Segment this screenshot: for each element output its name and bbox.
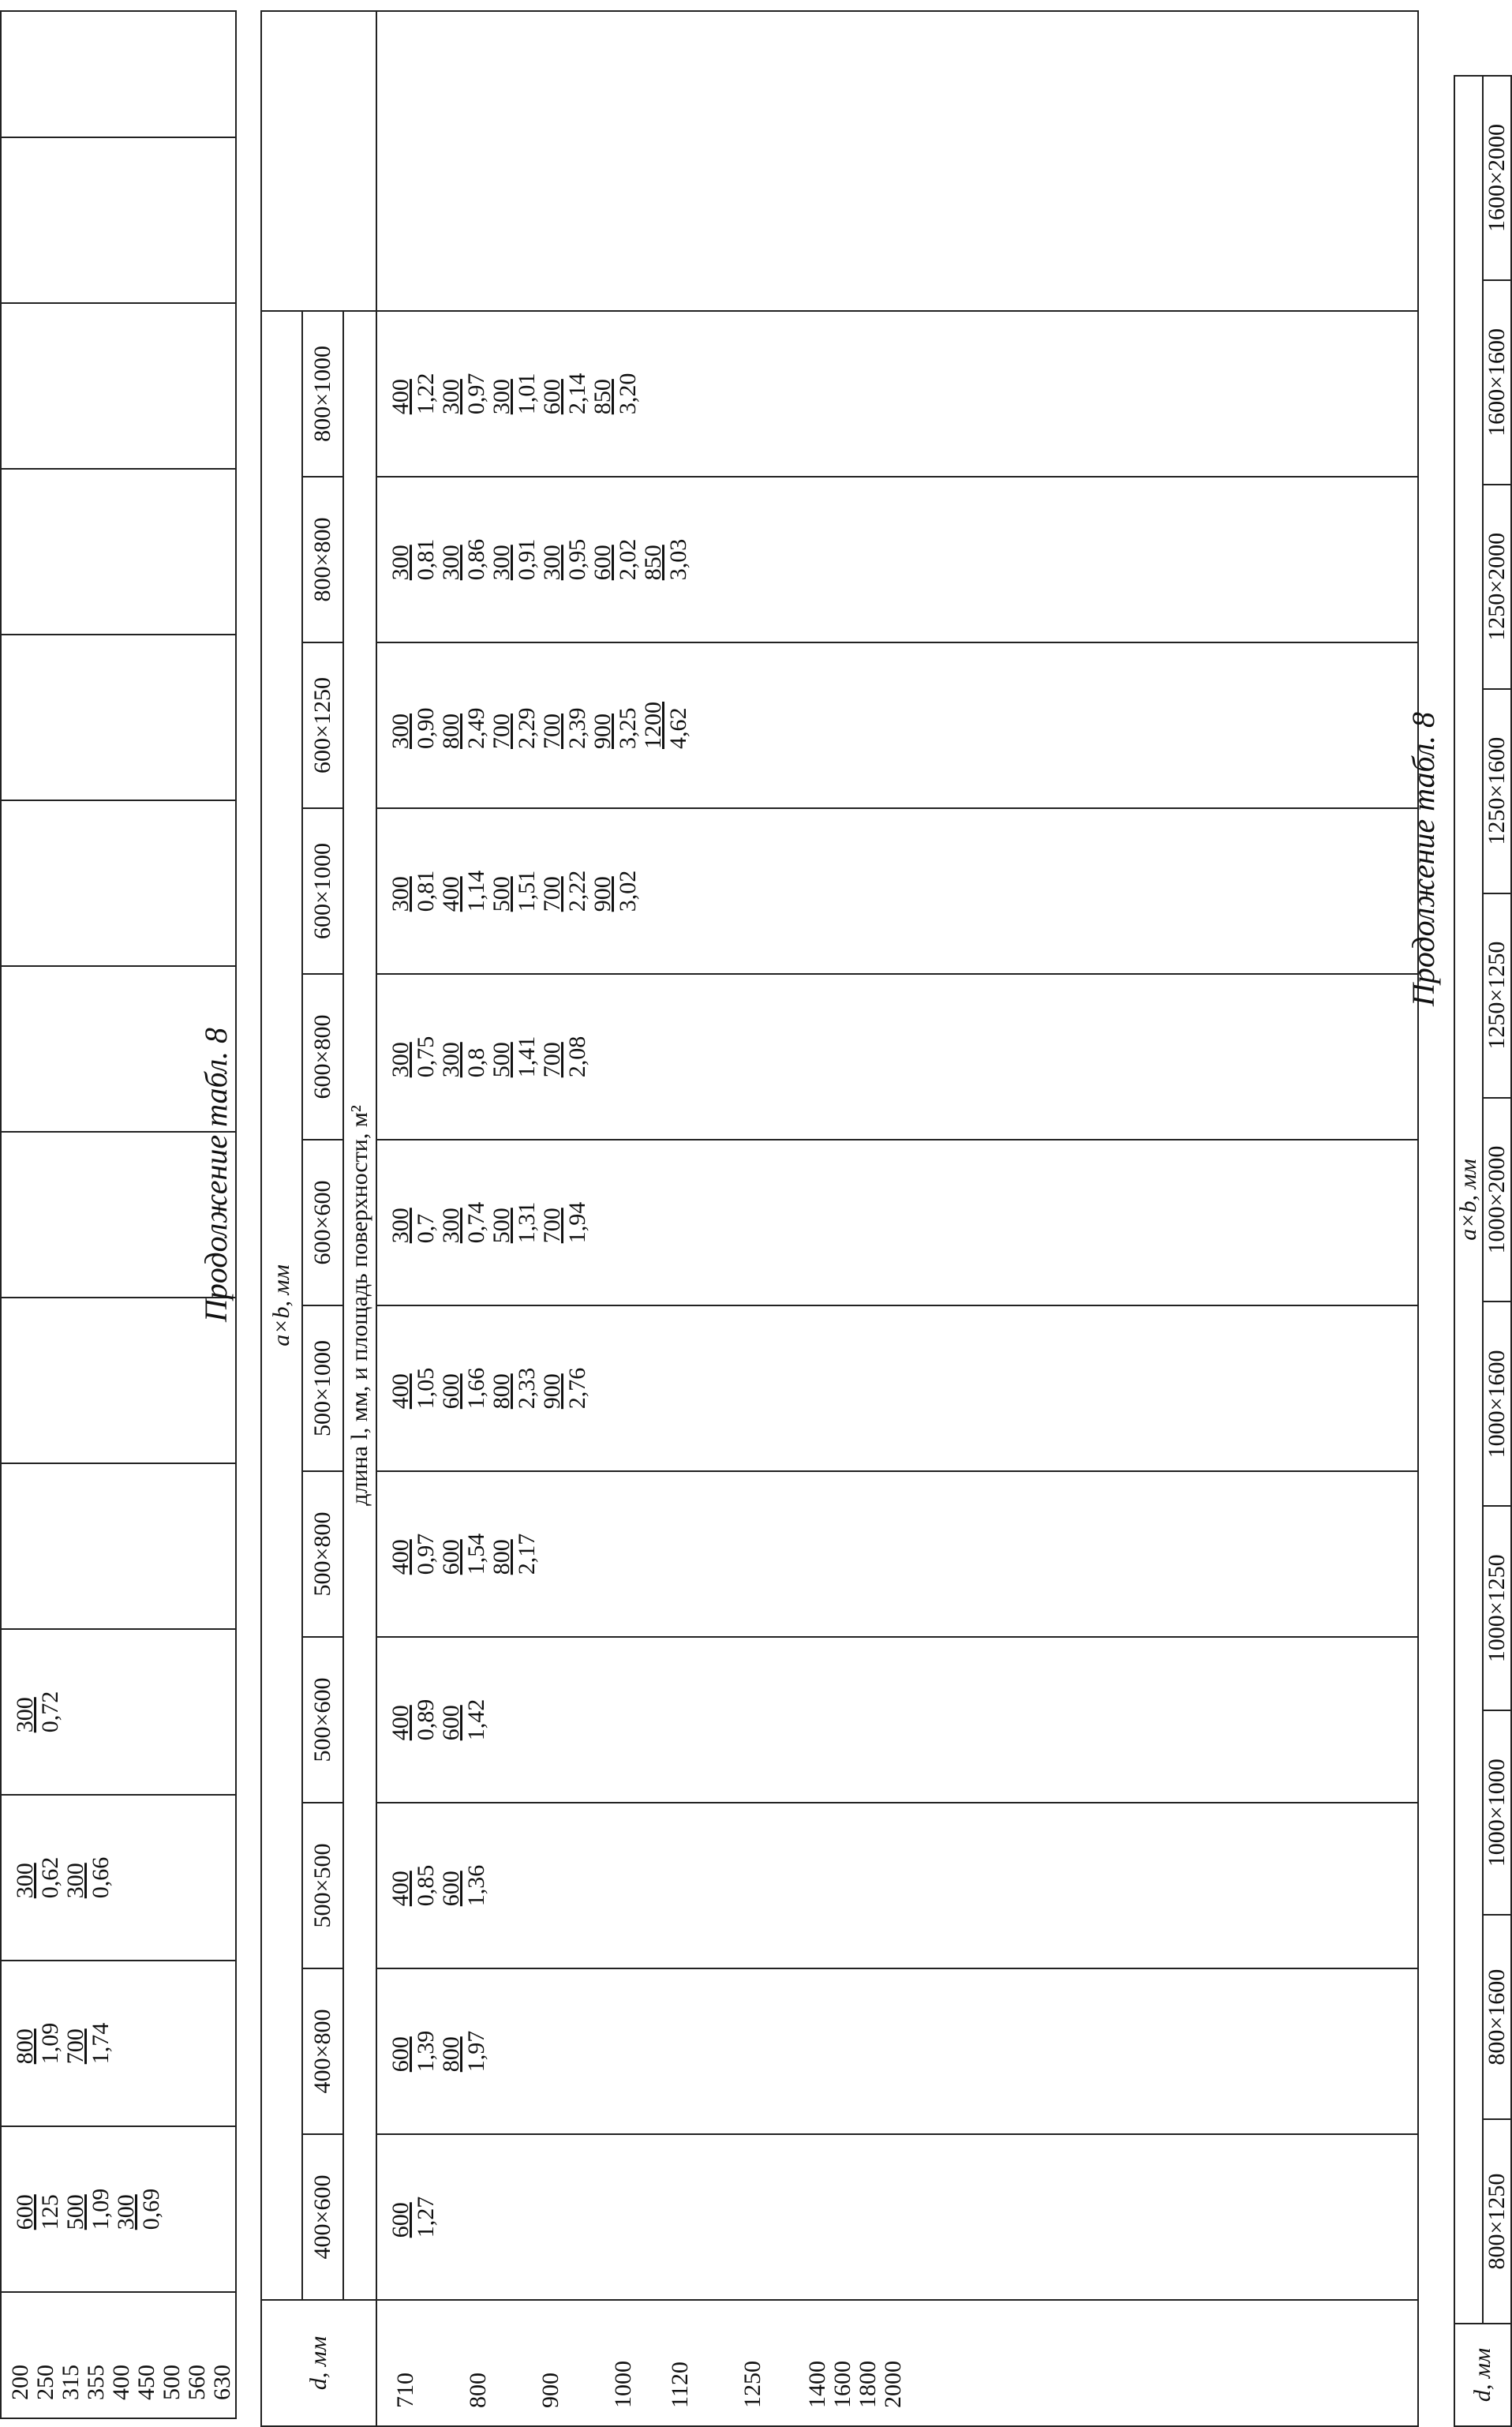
d-value: 250 bbox=[32, 2365, 58, 2400]
column-header: 1000×1000 bbox=[1483, 1710, 1511, 1915]
value-cell bbox=[376, 1305, 1418, 1471]
area-value: 125 bbox=[37, 2194, 63, 2230]
area-value: 0,91 bbox=[514, 538, 540, 581]
length-value: 400 bbox=[387, 1705, 414, 1741]
area-value: 2,02 bbox=[615, 538, 641, 581]
d-value: 2000 bbox=[880, 2361, 906, 2408]
entries-stack bbox=[388, 871, 641, 912]
entries-stack bbox=[388, 539, 691, 581]
area-value: 1,22 bbox=[413, 373, 439, 415]
length-value: 400 bbox=[387, 1539, 414, 1575]
value-cell bbox=[1, 469, 236, 635]
length-value: 600 bbox=[387, 2036, 414, 2073]
d-value: 355 bbox=[83, 2365, 109, 2400]
area-value: 2,08 bbox=[564, 1036, 590, 1078]
column-header: 600×800 bbox=[302, 974, 343, 1140]
column-header: 1250×2000 bbox=[1483, 485, 1511, 689]
area-value: 2,29 bbox=[514, 707, 540, 749]
length-area-pair bbox=[13, 1857, 63, 1899]
entries-stack bbox=[388, 702, 691, 749]
length-value: 300 bbox=[438, 379, 464, 415]
value-cell bbox=[1, 303, 236, 469]
length-area-pair bbox=[489, 871, 540, 912]
length-area-pair bbox=[540, 373, 590, 415]
entries-stack bbox=[388, 373, 641, 415]
value-cell bbox=[1, 1795, 236, 1961]
length-value: 700 bbox=[539, 1208, 565, 1244]
length-area-pair bbox=[641, 539, 691, 581]
area-value: 4,62 bbox=[665, 707, 691, 749]
length-area-pair bbox=[13, 2189, 63, 2230]
area-value: 0,97 bbox=[413, 1533, 439, 1575]
length-area-pair bbox=[540, 1036, 590, 1078]
length-value: 600 bbox=[438, 1871, 464, 1907]
length-value: 300 bbox=[387, 1042, 414, 1078]
length-value: 300 bbox=[488, 379, 515, 415]
area-value: 1,66 bbox=[463, 1367, 489, 1410]
column-header: 1000×1600 bbox=[1483, 1302, 1511, 1506]
length-area-pair bbox=[439, 539, 489, 581]
length-value: 300 bbox=[12, 1863, 38, 1899]
area-value: 0,72 bbox=[37, 1691, 63, 1733]
length-area-pair bbox=[439, 702, 489, 749]
entries-stack bbox=[388, 2197, 439, 2238]
area-value: 0,7 bbox=[413, 1213, 439, 1244]
length-area-pair bbox=[13, 2023, 63, 2065]
d-value: 900 bbox=[537, 2373, 563, 2408]
value-cell bbox=[376, 1803, 1418, 1968]
length-value: 300 bbox=[438, 545, 464, 581]
table2-caption: Продолжение табл. 8 bbox=[198, 1027, 234, 1322]
area-value: 1,94 bbox=[564, 1201, 590, 1244]
area-value: 1,01 bbox=[514, 373, 540, 415]
d-value: 200 bbox=[7, 2365, 33, 2400]
area-value: 1,05 bbox=[413, 1367, 439, 1410]
extra-column-header bbox=[261, 11, 376, 311]
length-area-pair bbox=[641, 702, 691, 749]
d-value: 500 bbox=[159, 2365, 185, 2400]
area-value: 3,03 bbox=[665, 538, 691, 581]
area-value: 1,27 bbox=[413, 2196, 439, 2238]
area-value: 1,09 bbox=[37, 2022, 63, 2065]
value-cell bbox=[376, 477, 1418, 642]
table3-caption: Продолжение табл. 8 bbox=[1405, 711, 1441, 1006]
d-value: 315 bbox=[58, 2365, 84, 2400]
length-area-pair bbox=[540, 1368, 590, 1410]
axb-header: a×b, мм bbox=[1454, 76, 1483, 2324]
entries-stack bbox=[388, 1699, 489, 1741]
entries-stack bbox=[388, 1202, 590, 1244]
value-cell bbox=[376, 311, 1418, 477]
length-area-pair bbox=[388, 1865, 439, 1907]
length-value: 400 bbox=[438, 876, 464, 912]
entries-stack bbox=[13, 2023, 114, 2065]
entries-stack bbox=[388, 1368, 590, 1410]
length-area-pair bbox=[13, 1691, 63, 1733]
length-area-pair bbox=[439, 1699, 489, 1741]
length-value: 900 bbox=[589, 876, 616, 912]
area-value: 0,95 bbox=[564, 538, 590, 581]
d-values-list bbox=[384, 2309, 906, 2408]
area-value: 2,17 bbox=[514, 1533, 540, 1575]
length-area-pair bbox=[439, 373, 489, 415]
length-value: 600 bbox=[438, 1705, 464, 1741]
area-value: 2,22 bbox=[564, 870, 590, 912]
value-cell bbox=[376, 1637, 1418, 1803]
length-area-pair bbox=[388, 1202, 439, 1244]
d-header: d, мм bbox=[1454, 2324, 1511, 2426]
length-area-pair bbox=[388, 1368, 439, 1410]
d-value: 1250 bbox=[739, 2361, 765, 2408]
column-header: 1600×1600 bbox=[1483, 280, 1511, 485]
length-value: 700 bbox=[539, 876, 565, 912]
length-value: 800 bbox=[438, 713, 464, 749]
length-area-pair bbox=[439, 2031, 489, 2073]
entries-stack bbox=[388, 1036, 590, 1078]
length-area-pair bbox=[590, 373, 641, 415]
length-value: 300 bbox=[387, 713, 414, 749]
d-values-cell bbox=[1, 2292, 236, 2418]
column-header: 1000×2000 bbox=[1483, 1098, 1511, 1302]
area-value: 1,14 bbox=[463, 870, 489, 912]
column-header: 500×1000 bbox=[302, 1305, 343, 1471]
length-value: 800 bbox=[438, 2036, 464, 2073]
d-value: 1400 bbox=[804, 2361, 830, 2408]
length-area-pair bbox=[388, 373, 439, 415]
area-value: 1,97 bbox=[463, 2030, 489, 2073]
length-value: 300 bbox=[12, 1697, 38, 1733]
d-values-cell bbox=[376, 2300, 1418, 2426]
length-area-pair bbox=[388, 702, 439, 749]
value-cell bbox=[376, 974, 1418, 1140]
length-area-pair bbox=[388, 1036, 439, 1078]
column-header: 800×800 bbox=[302, 477, 343, 642]
d-value: 800 bbox=[465, 2373, 491, 2408]
area-value: 0,8 bbox=[463, 1047, 489, 1078]
length-value: 500 bbox=[488, 876, 515, 912]
d-value: 400 bbox=[108, 2365, 134, 2400]
length-area-pair bbox=[388, 871, 439, 912]
area-value: 0,66 bbox=[88, 1856, 114, 1899]
empty-cell bbox=[376, 11, 1418, 311]
area-value: 0,90 bbox=[413, 707, 439, 749]
column-header: 400×600 bbox=[302, 2134, 343, 2300]
area-value: 0,89 bbox=[413, 1699, 439, 1741]
length-value: 500 bbox=[488, 1208, 515, 1244]
length-value: 300 bbox=[113, 2194, 139, 2230]
entries-stack bbox=[388, 1865, 489, 1907]
value-cell bbox=[1, 2126, 236, 2292]
d-value: 630 bbox=[209, 2365, 235, 2400]
area-value: 0,62 bbox=[37, 1856, 63, 1899]
value-cell bbox=[1, 137, 236, 303]
length-value: 600 bbox=[387, 2202, 414, 2238]
length-area-pair bbox=[489, 1534, 540, 1575]
value-cell bbox=[376, 642, 1418, 808]
area-value: 3,25 bbox=[615, 707, 641, 749]
column-header: 800×1250 bbox=[1483, 2119, 1511, 2324]
column-header: 500×500 bbox=[302, 1803, 343, 1968]
length-value: 300 bbox=[488, 545, 515, 581]
entries-stack bbox=[13, 1691, 63, 1733]
length-area-pair bbox=[114, 2189, 164, 2230]
area-value: 1,09 bbox=[88, 2188, 114, 2230]
length-value: 700 bbox=[488, 713, 515, 749]
d-value: 1800 bbox=[855, 2361, 881, 2408]
value-cell bbox=[376, 1968, 1418, 2134]
value-cell bbox=[1, 1463, 236, 1629]
column-header: 1250×1600 bbox=[1483, 689, 1511, 893]
column-header: 1000×1250 bbox=[1483, 1506, 1511, 1710]
length-area-pair bbox=[388, 2197, 439, 2238]
length-area-pair bbox=[489, 702, 540, 749]
length-area-pair bbox=[63, 2189, 114, 2230]
axb-header: a×b, мм bbox=[261, 311, 302, 2300]
length-value: 600 bbox=[589, 545, 616, 581]
length-area-pair bbox=[388, 539, 439, 581]
length-value: 300 bbox=[387, 876, 414, 912]
length-value: 300 bbox=[438, 1208, 464, 1244]
column-header: 1600×2000 bbox=[1483, 76, 1511, 280]
area-value: 1,31 bbox=[514, 1201, 540, 1244]
d-value: 1120 bbox=[667, 2361, 693, 2408]
length-area-pair bbox=[489, 1202, 540, 1244]
length-value: 600 bbox=[12, 2194, 38, 2230]
length-value: 700 bbox=[62, 2028, 88, 2065]
length-area-pair bbox=[590, 702, 641, 749]
length-value: 850 bbox=[589, 379, 616, 415]
column-header: 500×600 bbox=[302, 1637, 343, 1803]
length-area-pair bbox=[540, 539, 590, 581]
length-area-pair bbox=[439, 1865, 489, 1907]
length-area-pair bbox=[439, 1202, 489, 1244]
d-values-list bbox=[8, 2301, 235, 2400]
area-value: 1,36 bbox=[463, 1864, 489, 1907]
entries-stack bbox=[388, 1534, 540, 1575]
length-value: 600 bbox=[438, 1539, 464, 1575]
length-value: 700 bbox=[539, 1042, 565, 1078]
length-area-pair bbox=[540, 702, 590, 749]
d-header: d, мм bbox=[261, 2300, 376, 2426]
area-value: 0,74 bbox=[463, 1201, 489, 1244]
value-cell bbox=[376, 1140, 1418, 1305]
value-cell bbox=[1, 11, 236, 137]
length-value: 900 bbox=[589, 713, 616, 749]
column-header: 800×1000 bbox=[302, 311, 343, 477]
table2 bbox=[260, 10, 1419, 2427]
length-value: 300 bbox=[62, 1863, 88, 1899]
value-cell bbox=[1, 1629, 236, 1795]
length-value: 800 bbox=[488, 1539, 515, 1575]
length-area-pair bbox=[439, 1036, 489, 1078]
length-value: 500 bbox=[488, 1042, 515, 1078]
value-cell bbox=[376, 808, 1418, 974]
length-area-subheader: длина l, мм, и площадь поверхности, м² bbox=[343, 311, 376, 2300]
column-header: 600×1000 bbox=[302, 808, 343, 974]
area-value: 0,97 bbox=[463, 373, 489, 415]
length-area-pair bbox=[63, 2023, 114, 2065]
length-value: 700 bbox=[539, 713, 565, 749]
length-area-pair bbox=[63, 1857, 114, 1899]
area-value: 1,51 bbox=[514, 870, 540, 912]
length-area-pair bbox=[590, 871, 641, 912]
length-value: 300 bbox=[438, 1042, 464, 1078]
area-value: 1,74 bbox=[88, 2022, 114, 2065]
length-value: 600 bbox=[539, 379, 565, 415]
area-value: 2,76 bbox=[564, 1367, 590, 1410]
length-value: 600 bbox=[438, 1373, 464, 1410]
area-value: 0,69 bbox=[138, 2188, 164, 2230]
area-value: 3,20 bbox=[615, 373, 641, 415]
d-value: 560 bbox=[184, 2365, 210, 2400]
area-value: 0,75 bbox=[413, 1036, 439, 1078]
entries-stack bbox=[13, 1857, 114, 1899]
area-value: 0,86 bbox=[463, 538, 489, 581]
length-value: 300 bbox=[387, 1208, 414, 1244]
column-header: 1250×1250 bbox=[1483, 893, 1511, 1098]
length-area-pair bbox=[388, 1699, 439, 1741]
length-area-pair bbox=[489, 1368, 540, 1410]
length-value: 1200 bbox=[640, 702, 666, 749]
length-area-pair bbox=[439, 871, 489, 912]
length-value: 300 bbox=[387, 545, 414, 581]
column-header: 500×800 bbox=[302, 1471, 343, 1637]
area-value: 1,54 bbox=[463, 1533, 489, 1575]
length-value: 800 bbox=[12, 2028, 38, 2065]
length-value: 900 bbox=[539, 1373, 565, 1410]
area-value: 0,81 bbox=[413, 870, 439, 912]
column-header: 400×800 bbox=[302, 1968, 343, 2134]
value-cell bbox=[1, 635, 236, 800]
entries-stack bbox=[13, 2189, 164, 2230]
d-value: 1600 bbox=[829, 2361, 855, 2408]
length-value: 800 bbox=[488, 1373, 515, 1410]
area-value: 0,85 bbox=[413, 1864, 439, 1907]
column-header: 800×1600 bbox=[1483, 1915, 1511, 2119]
length-area-pair bbox=[388, 2031, 439, 2073]
area-value: 3,02 bbox=[615, 870, 641, 912]
length-value: 400 bbox=[387, 1373, 414, 1410]
entries-stack bbox=[388, 2031, 489, 2073]
d-value: 710 bbox=[392, 2373, 418, 2408]
value-cell bbox=[376, 2134, 1418, 2300]
value-cell bbox=[376, 1471, 1418, 1637]
length-area-pair bbox=[489, 373, 540, 415]
d-value: 1000 bbox=[610, 2361, 636, 2408]
length-area-pair bbox=[439, 1534, 489, 1575]
length-value: 850 bbox=[640, 545, 666, 581]
value-cell bbox=[1, 1961, 236, 2126]
table3 bbox=[1454, 75, 1512, 2427]
length-area-pair bbox=[439, 1368, 489, 1410]
length-value: 400 bbox=[387, 1871, 414, 1907]
area-value: 1,42 bbox=[463, 1699, 489, 1741]
length-area-pair bbox=[540, 871, 590, 912]
d-value: 450 bbox=[133, 2365, 159, 2400]
column-header: 600×1250 bbox=[302, 642, 343, 808]
area-value: 2,14 bbox=[564, 373, 590, 415]
area-value: 2,39 bbox=[564, 707, 590, 749]
column-header: 600×600 bbox=[302, 1140, 343, 1305]
length-area-pair bbox=[540, 1202, 590, 1244]
value-cell bbox=[1, 1298, 236, 1463]
length-value: 400 bbox=[387, 379, 414, 415]
length-area-pair bbox=[489, 539, 540, 581]
area-value: 2,49 bbox=[463, 707, 489, 749]
area-value: 2,33 bbox=[514, 1367, 540, 1410]
area-value: 1,39 bbox=[413, 2030, 439, 2073]
length-value: 300 bbox=[539, 545, 565, 581]
length-area-pair bbox=[489, 1036, 540, 1078]
length-value: 500 bbox=[62, 2194, 88, 2230]
length-area-pair bbox=[590, 539, 641, 581]
area-value: 1,41 bbox=[514, 1036, 540, 1078]
area-value: 0,81 bbox=[413, 538, 439, 581]
length-area-pair bbox=[388, 1534, 439, 1575]
value-cell bbox=[1, 800, 236, 966]
